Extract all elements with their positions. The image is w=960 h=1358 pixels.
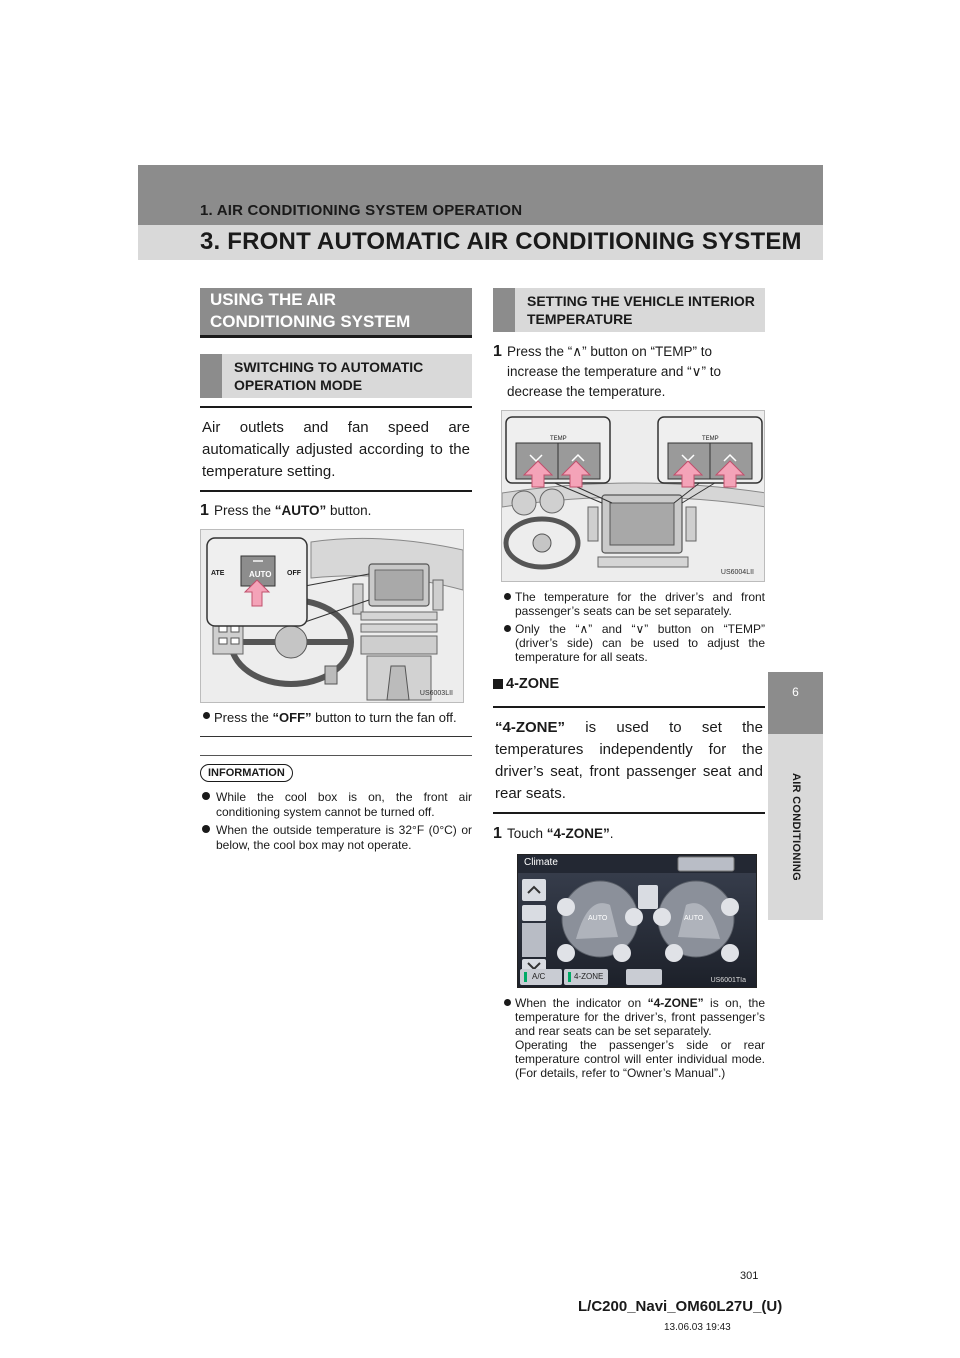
step-number: 1 <box>493 343 502 360</box>
temp-controls-drawing <box>502 411 765 582</box>
climate-screen-illustration <box>517 854 757 988</box>
subheading-4zone: 4-ZONE <box>493 676 765 692</box>
off-bullet-block <box>200 709 472 737</box>
information-badge: INFORMATION <box>200 764 293 782</box>
chapter-tab-number: 6 <box>768 672 823 734</box>
chapter-tab-label: AIR CONDITIONING <box>789 772 802 882</box>
info-item: When the outside temperature is 32°F (0°C) or below, the cool box may not operate. <box>200 823 472 852</box>
step-number: 1 <box>200 502 209 519</box>
temp-controls-illustration <box>501 410 765 582</box>
bullet-item: When the indicator on “4-ZONE” is on, the temperature for the driver’s, front passenger’s and rear seats can be set separately. Operating the passenger’s side or rear temperature control will enter individual mode. (For details, refer to “Owner’s Manual”.) <box>501 996 765 1080</box>
intro-box: Air outlets and fan speed are automatically adjusted according to the temperature setting. <box>200 406 472 492</box>
4zone-bullets <box>501 996 765 1080</box>
info-item: While the cool box is on, the front air conditioning system cannot be turned off. <box>200 790 472 819</box>
temp-label-right: TEMP <box>702 436 719 442</box>
footer-model-code: L/C200_Navi_OM60L27U_(U) <box>578 1298 783 1315</box>
step-temperature: 1 Press the “∧” button on “TEMP” to increase the temperature and “∨” to decrease the temperature. <box>493 343 721 399</box>
temp-bullets <box>501 590 765 664</box>
information-list <box>200 790 472 852</box>
page-title: 3. FRONT AUTOMATIC AIR CONDITIONING SYSTEM <box>200 228 802 255</box>
auto-button-label: AUTO <box>249 570 272 579</box>
page-number: 301 <box>740 1270 759 1282</box>
major-heading: USING THE AIR CONDITIONING SYSTEM <box>200 288 472 338</box>
figure-caption: US6003LII <box>419 690 453 697</box>
minor-heading: SETTING THE VEHICLE INTERIOR TEMPERATURE <box>493 288 765 332</box>
off-bullet: Press the “OFF” button to turn the fan off. <box>200 709 472 726</box>
off-label: OFF <box>287 570 301 577</box>
bullet-item: Only the “∧” and “∨” button on “TEMP” (driver’s side) can be used to adjust the temperature for all seats. <box>501 622 765 664</box>
left-column <box>200 288 472 856</box>
footer-date: 13.06.03 19:43 <box>664 1322 731 1333</box>
step-4zone: 1 Touch “4-ZONE”. <box>493 825 614 842</box>
ac-button-label: A/C <box>532 972 546 981</box>
4zone-button-label: 4-ZONE <box>574 972 604 981</box>
bullet-item: The temperature for the driver’s and front passenger’s seats can be set separately. <box>501 590 765 618</box>
step-auto: 1 Press the “AUTO” button. <box>200 502 372 519</box>
ate-label: ATE <box>211 570 225 577</box>
zone-box: “4-ZONE” is used to set the temperatures independently for the driver’s seat, front passenger seat and rear seats. <box>493 706 765 814</box>
climate-title: Climate <box>524 857 558 868</box>
right-column <box>493 288 765 1084</box>
temp-label-left: TEMP <box>550 436 567 442</box>
chapter-tab <box>768 734 823 920</box>
auto-right-label: AUTO <box>684 915 704 922</box>
auto-left-label: AUTO <box>588 915 608 922</box>
dashboard-auto-illustration <box>200 529 464 703</box>
figure-caption: US6001TIa <box>710 977 746 984</box>
step-number: 1 <box>493 825 502 842</box>
figure-caption: US6004LII <box>720 569 754 576</box>
information-block <box>200 755 472 852</box>
dashboard-auto-drawing <box>201 530 464 703</box>
minor-heading: SWITCHING TO AUTOMATIC OPERATION MODE <box>200 354 472 398</box>
square-bullet-icon <box>493 679 503 689</box>
climate-screen-drawing <box>518 855 757 988</box>
section-title: 1. AIR CONDITIONING SYSTEM OPERATION <box>200 202 523 219</box>
